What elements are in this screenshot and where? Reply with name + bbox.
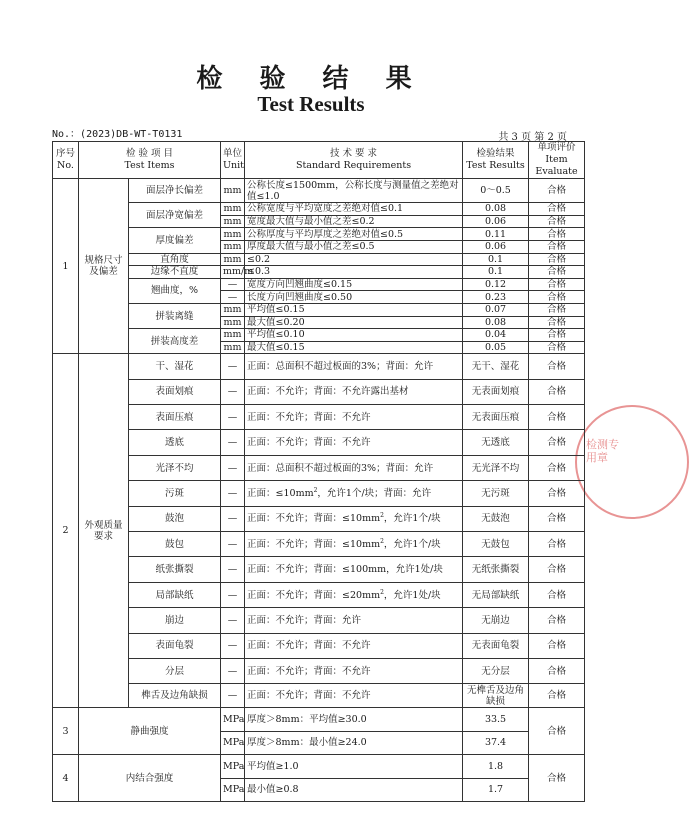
item-unit: mm bbox=[221, 203, 245, 216]
item-requirement: 厚度＞8mm：最小值≥24.0 bbox=[245, 731, 463, 755]
table-row bbox=[53, 203, 585, 216]
item-name: 鼓包 bbox=[129, 532, 221, 557]
item-name: 光泽不均 bbox=[129, 455, 221, 480]
item-result: 无鼓泡 bbox=[463, 506, 529, 531]
item-unit: — bbox=[221, 405, 245, 430]
item-result: 0.05 bbox=[463, 341, 529, 354]
item-unit: mm bbox=[221, 329, 245, 342]
item-name: 榫舌及边角缺损 bbox=[129, 684, 221, 708]
table-row bbox=[53, 684, 585, 708]
item-result: 33.5 bbox=[463, 708, 529, 732]
item-unit: MPa bbox=[221, 755, 245, 779]
item-unit: mm bbox=[221, 341, 245, 354]
table-row bbox=[53, 430, 585, 455]
item-result: 0.1 bbox=[463, 266, 529, 279]
item-unit: mm/m bbox=[221, 266, 245, 279]
item-requirement: 平均值≤0.10 bbox=[245, 329, 463, 342]
title-english: Test Results bbox=[257, 92, 365, 116]
item-unit: mm bbox=[221, 303, 245, 316]
item-requirement: 正面：不允许；背面：$\le 10mm^2$，允许1个/块 bbox=[245, 506, 463, 531]
item-evaluate: 合格 bbox=[529, 278, 585, 291]
table-row bbox=[53, 659, 585, 684]
header-evaluate: 单项评价 Item Evaluate bbox=[529, 142, 585, 179]
item-result: 无污斑 bbox=[463, 481, 529, 506]
table-row bbox=[53, 329, 585, 342]
item-result: 无光泽不均 bbox=[463, 455, 529, 480]
item-evaluate: 合格 bbox=[529, 405, 585, 430]
item-unit: — bbox=[221, 557, 245, 582]
item-evaluate: 合格 bbox=[529, 557, 585, 582]
item-result: 0～0.5 bbox=[463, 179, 529, 203]
item-evaluate: 合格 bbox=[529, 354, 585, 379]
item-requirement: 公称厚度与平均厚度之差绝对值≤0.5 bbox=[245, 228, 463, 241]
item-result: 无分层 bbox=[463, 659, 529, 684]
item-name: 内结合强度 bbox=[79, 755, 221, 802]
table-row bbox=[53, 228, 585, 241]
item-requirement: 正面：不允许；背面：不允许 bbox=[245, 659, 463, 684]
item-unit: — bbox=[221, 278, 245, 291]
item-requirement: ≤0.2 bbox=[245, 253, 463, 266]
item-result: 无鼓包 bbox=[463, 532, 529, 557]
item-name: 崩边 bbox=[129, 608, 221, 633]
item-evaluate: 合格 bbox=[529, 633, 585, 658]
item-result: 0.11 bbox=[463, 228, 529, 241]
table-row bbox=[53, 303, 585, 316]
item-requirement: 公称宽度与平均宽度之差绝对值≤0.1 bbox=[245, 203, 463, 216]
item-evaluate: 合格 bbox=[529, 532, 585, 557]
table-row bbox=[53, 379, 585, 404]
item-name: 拼装高度差 bbox=[129, 329, 221, 354]
item-requirement: 最小值≥0.8 bbox=[245, 778, 463, 802]
item-result: 0.1 bbox=[463, 253, 529, 266]
group-number: 4 bbox=[53, 755, 79, 802]
table-row bbox=[53, 557, 585, 582]
item-name: 纸张撕裂 bbox=[129, 557, 221, 582]
item-unit: mm bbox=[221, 179, 245, 203]
item-unit: — bbox=[221, 684, 245, 708]
item-evaluate: 合格 bbox=[529, 379, 585, 404]
item-name: 表面划痕 bbox=[129, 379, 221, 404]
item-evaluate: 合格 bbox=[529, 303, 585, 316]
item-result: 0.07 bbox=[463, 303, 529, 316]
item-requirement: 正面：不允许；背面：不允许 bbox=[245, 405, 463, 430]
item-unit: mm bbox=[221, 253, 245, 266]
results-table bbox=[52, 141, 585, 802]
item-requirement: 正面：不允许；背面：不允许 bbox=[245, 430, 463, 455]
table-row bbox=[53, 608, 585, 633]
item-evaluate: 合格 bbox=[529, 506, 585, 531]
item-result: 0.12 bbox=[463, 278, 529, 291]
item-requirement: 正面：$\le 10mm^2$，允许1个/块；背面：允许 bbox=[245, 481, 463, 506]
group-category: 规格尺寸及偏差 bbox=[79, 179, 129, 354]
item-result: 无表面龟裂 bbox=[463, 633, 529, 658]
table-row bbox=[53, 755, 585, 779]
table-row bbox=[53, 179, 585, 203]
item-result: 无干、湿花 bbox=[463, 354, 529, 379]
item-requirement: 平均值≤0.15 bbox=[245, 303, 463, 316]
item-evaluate: 合格 bbox=[529, 329, 585, 342]
table-row bbox=[53, 582, 585, 607]
item-name: 表面龟裂 bbox=[129, 633, 221, 658]
item-result: 0.23 bbox=[463, 291, 529, 304]
header-requirements: 技 术 要 求 Standard Requirements bbox=[245, 142, 463, 179]
item-result: 0.04 bbox=[463, 329, 529, 342]
item-result: 无局部缺纸 bbox=[463, 582, 529, 607]
item-evaluate: 合格 bbox=[529, 291, 585, 304]
item-evaluate: 合格 bbox=[529, 659, 585, 684]
item-unit: — bbox=[221, 608, 245, 633]
item-result: 无表面划痕 bbox=[463, 379, 529, 404]
item-evaluate: 合格 bbox=[529, 253, 585, 266]
report-number: No.：(2023)DB-WT-T0131 bbox=[52, 129, 183, 140]
item-unit: — bbox=[221, 506, 245, 531]
table-row bbox=[53, 532, 585, 557]
item-unit: mm bbox=[221, 316, 245, 329]
item-requirement: 正面：总面积不超过板面的3%；背面：允许 bbox=[245, 455, 463, 480]
table-row bbox=[53, 633, 585, 658]
header-result: 检验结果 Test Results bbox=[463, 142, 529, 179]
table-row bbox=[53, 405, 585, 430]
item-evaluate: 合格 bbox=[529, 430, 585, 455]
header-item: 检 验 项 目 Test Items bbox=[79, 142, 221, 179]
item-unit: — bbox=[221, 659, 245, 684]
item-unit: MPa bbox=[221, 708, 245, 732]
item-requirement: 最大值≤0.20 bbox=[245, 316, 463, 329]
item-name: 静曲强度 bbox=[79, 708, 221, 755]
group-category: 外观质量要求 bbox=[79, 354, 129, 708]
item-evaluate: 合格 bbox=[529, 228, 585, 241]
item-requirement: 正面：不允许；背面：不允许 bbox=[245, 684, 463, 708]
table-row bbox=[53, 708, 585, 732]
item-unit: MPa bbox=[221, 731, 245, 755]
item-unit: — bbox=[221, 582, 245, 607]
item-name: 表面压痕 bbox=[129, 405, 221, 430]
stamp-text: 检测专用章 bbox=[586, 438, 619, 464]
item-requirement: 最大值≤0.15 bbox=[245, 341, 463, 354]
item-result: 37.4 bbox=[463, 731, 529, 755]
item-unit: mm bbox=[221, 240, 245, 253]
item-result: 1.8 bbox=[463, 755, 529, 779]
item-result: 无透底 bbox=[463, 430, 529, 455]
table-row bbox=[53, 481, 585, 506]
title-chinese: 检 验 结 果 bbox=[196, 64, 426, 94]
item-evaluate: 合格 bbox=[529, 341, 585, 354]
item-unit: MPa bbox=[221, 778, 245, 802]
item-evaluate: 合格 bbox=[529, 755, 585, 802]
item-evaluate: 合格 bbox=[529, 708, 585, 755]
item-requirement: 正面：不允许；背面：不允许 bbox=[245, 633, 463, 658]
item-requirement: 正面：不允许；背面：允许 bbox=[245, 608, 463, 633]
table-row bbox=[53, 354, 585, 379]
item-unit: — bbox=[221, 379, 245, 404]
item-requirement: 正面：总面积不超过板面的3%；背面：允许 bbox=[245, 354, 463, 379]
item-evaluate: 合格 bbox=[529, 240, 585, 253]
item-evaluate: 合格 bbox=[529, 582, 585, 607]
item-evaluate: 合格 bbox=[529, 455, 585, 480]
item-result: 0.08 bbox=[463, 203, 529, 216]
table-row bbox=[53, 506, 585, 531]
item-unit: — bbox=[221, 455, 245, 480]
item-unit: — bbox=[221, 354, 245, 379]
table-row bbox=[53, 455, 585, 480]
item-evaluate: 合格 bbox=[529, 179, 585, 203]
item-requirement: 公称长度≤1500mm，公称长度与测量值之差绝对值≤1.0 bbox=[245, 179, 463, 203]
table-row bbox=[53, 266, 585, 279]
item-name: 厚度偏差 bbox=[129, 228, 221, 253]
group-number: 3 bbox=[53, 708, 79, 755]
item-evaluate: 合格 bbox=[529, 203, 585, 216]
item-name: 污斑 bbox=[129, 481, 221, 506]
item-requirement: 正面：不允许；背面：不允许露出基材 bbox=[245, 379, 463, 404]
item-result: 无崩边 bbox=[463, 608, 529, 633]
item-name: 边缘不直度 bbox=[129, 266, 221, 279]
item-name: 分层 bbox=[129, 659, 221, 684]
item-requirement: 宽度方向凹翘曲度≤0.15 bbox=[245, 278, 463, 291]
item-result: 0.08 bbox=[463, 316, 529, 329]
item-name: 面层净宽偏差 bbox=[129, 203, 221, 228]
header-no: 序号 No. bbox=[53, 142, 79, 179]
group-number: 2 bbox=[53, 354, 79, 708]
item-evaluate: 合格 bbox=[529, 215, 585, 228]
item-name: 直角度 bbox=[129, 253, 221, 266]
item-evaluate: 合格 bbox=[529, 316, 585, 329]
table-row bbox=[53, 278, 585, 291]
item-requirement: 厚度最大值与最小值之差≤0.5 bbox=[245, 240, 463, 253]
item-unit: — bbox=[221, 633, 245, 658]
group-number: 1 bbox=[53, 179, 79, 354]
item-result: 0.06 bbox=[463, 240, 529, 253]
table-row bbox=[53, 253, 585, 266]
item-name: 面层净长偏差 bbox=[129, 179, 221, 203]
item-evaluate: 合格 bbox=[529, 608, 585, 633]
item-unit: — bbox=[221, 481, 245, 506]
item-evaluate: 合格 bbox=[529, 266, 585, 279]
item-requirement: 正面：不允许；背面：≤100mm，允许1处/块 bbox=[245, 557, 463, 582]
item-requirement: 平均值≥1.0 bbox=[245, 755, 463, 779]
item-unit: — bbox=[221, 291, 245, 304]
item-unit: mm bbox=[221, 228, 245, 241]
table-header bbox=[53, 142, 585, 179]
item-requirement: ≤0.3 bbox=[245, 266, 463, 279]
item-requirement: 正面：不允许；背面：$\le 10mm^2$，允许1个/块 bbox=[245, 532, 463, 557]
item-name: 鼓泡 bbox=[129, 506, 221, 531]
item-unit: mm bbox=[221, 215, 245, 228]
item-name: 透底 bbox=[129, 430, 221, 455]
item-evaluate: 合格 bbox=[529, 684, 585, 708]
item-result: 0.06 bbox=[463, 215, 529, 228]
item-unit: — bbox=[221, 532, 245, 557]
item-requirement: 正面：不允许；背面：$\le 20mm^2$，允许1处/块 bbox=[245, 582, 463, 607]
header-unit: 单位 Unit bbox=[221, 142, 245, 179]
item-requirement: 厚度＞8mm：平均值≥30.0 bbox=[245, 708, 463, 732]
item-result: 无纸张撕裂 bbox=[463, 557, 529, 582]
item-name: 局部缺纸 bbox=[129, 582, 221, 607]
item-name: 拼装离缝 bbox=[129, 303, 221, 328]
item-result: 1.7 bbox=[463, 778, 529, 802]
item-result: 无表面压痕 bbox=[463, 405, 529, 430]
item-result: 无榫舌及边角缺损 bbox=[463, 684, 529, 708]
item-name: 干、湿花 bbox=[129, 354, 221, 379]
item-name: 翘曲度，% bbox=[129, 278, 221, 303]
page-info: 共 3 页 第 2 页 bbox=[498, 132, 567, 143]
item-requirement: 宽度最大值与最小值之差≤0.2 bbox=[245, 215, 463, 228]
item-requirement: 长度方向凹翘曲度≤0.50 bbox=[245, 291, 463, 304]
item-evaluate: 合格 bbox=[529, 481, 585, 506]
item-unit: — bbox=[221, 430, 245, 455]
